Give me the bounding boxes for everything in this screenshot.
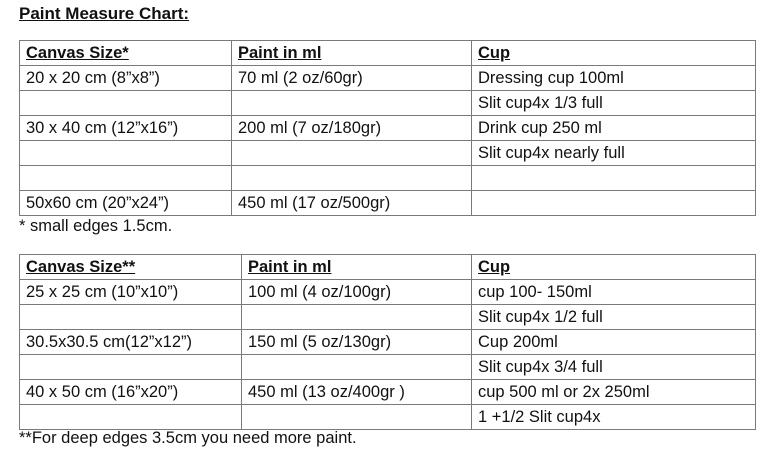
table-row bbox=[20, 355, 756, 380]
table-row bbox=[20, 305, 756, 330]
paint-ml-cell bbox=[232, 166, 472, 191]
cup-cell bbox=[472, 191, 756, 216]
canvas-size-cell: 20 x 20 cm (8”x8”) bbox=[20, 66, 232, 91]
cup-cell: Dressing cup 100ml bbox=[472, 66, 756, 91]
canvas-size-cell bbox=[20, 166, 232, 191]
table-row bbox=[20, 330, 756, 355]
canvas-size-cell: 30.5x30.5 cm(12”x12”) bbox=[20, 330, 242, 355]
header-canvas-size: Canvas Size* bbox=[20, 41, 232, 66]
cup-cell bbox=[472, 166, 756, 191]
table-header-row bbox=[20, 41, 756, 66]
table-row bbox=[20, 141, 756, 166]
paint-ml-cell bbox=[232, 91, 472, 116]
paint-ml-cell: 200 ml (7 oz/180gr) bbox=[232, 116, 472, 141]
table-row bbox=[20, 91, 756, 116]
canvas-size-cell: 40 x 50 cm (16”x20”) bbox=[20, 380, 242, 405]
cup-cell: Cup 200ml bbox=[472, 330, 756, 355]
paint-ml-cell bbox=[242, 305, 472, 330]
cup-cell: cup 500 ml or 2x 250ml bbox=[472, 380, 756, 405]
cup-cell: Slit cup4x 3/4 full bbox=[472, 355, 756, 380]
canvas-size-cell: 50x60 cm (20”x24”) bbox=[20, 191, 232, 216]
cup-cell: Slit cup4x 1/3 full bbox=[472, 91, 756, 116]
header-canvas-size: Canvas Size** bbox=[20, 255, 242, 280]
table-row bbox=[20, 191, 756, 216]
deep-edges-note: **For deep edges 3.5cm you need more paint. bbox=[19, 429, 357, 447]
canvas-size-cell bbox=[20, 355, 242, 380]
header-cup: Cup bbox=[472, 41, 756, 66]
canvas-size-cell bbox=[20, 305, 242, 330]
paint-ml-cell: 450 ml (13 oz/400gr ) bbox=[242, 380, 472, 405]
paint-ml-cell: 150 ml (5 oz/130gr) bbox=[242, 330, 472, 355]
table-header-row bbox=[20, 255, 756, 280]
deep-edges-table bbox=[19, 254, 756, 430]
table-row bbox=[20, 380, 756, 405]
header-paint-ml: Paint in ml bbox=[232, 41, 472, 66]
table-row bbox=[20, 166, 756, 191]
table-row bbox=[20, 66, 756, 91]
paint-ml-cell: 100 ml (4 oz/100gr) bbox=[242, 280, 472, 305]
table-row bbox=[20, 405, 756, 430]
header-cup: Cup bbox=[472, 255, 756, 280]
canvas-size-cell bbox=[20, 141, 232, 166]
cup-cell: Slit cup4x nearly full bbox=[472, 141, 756, 166]
paint-ml-cell bbox=[242, 405, 472, 430]
paint-ml-cell bbox=[232, 141, 472, 166]
small-edges-note: * small edges 1.5cm. bbox=[19, 217, 173, 235]
cup-cell: Slit cup4x 1/2 full bbox=[472, 305, 756, 330]
header-paint-ml: Paint in ml bbox=[242, 255, 472, 280]
paint-ml-cell: 70 ml (2 oz/60gr) bbox=[232, 66, 472, 91]
table-row bbox=[20, 280, 756, 305]
small-edges-table bbox=[19, 40, 756, 216]
cup-cell: 1 +1/2 Slit cup4x bbox=[472, 405, 756, 430]
canvas-size-cell: 30 x 40 cm (12”x16”) bbox=[20, 116, 232, 141]
table-row bbox=[20, 116, 756, 141]
paint-ml-cell: 450 ml (17 oz/500gr) bbox=[232, 191, 472, 216]
chart-title: Paint Measure Chart: bbox=[19, 4, 190, 23]
cup-cell: cup 100- 150ml bbox=[472, 280, 756, 305]
canvas-size-cell bbox=[20, 405, 242, 430]
paint-ml-cell bbox=[242, 355, 472, 380]
cup-cell: Drink cup 250 ml bbox=[472, 116, 756, 141]
canvas-size-cell: 25 x 25 cm (10”x10”) bbox=[20, 280, 242, 305]
canvas-size-cell bbox=[20, 91, 232, 116]
